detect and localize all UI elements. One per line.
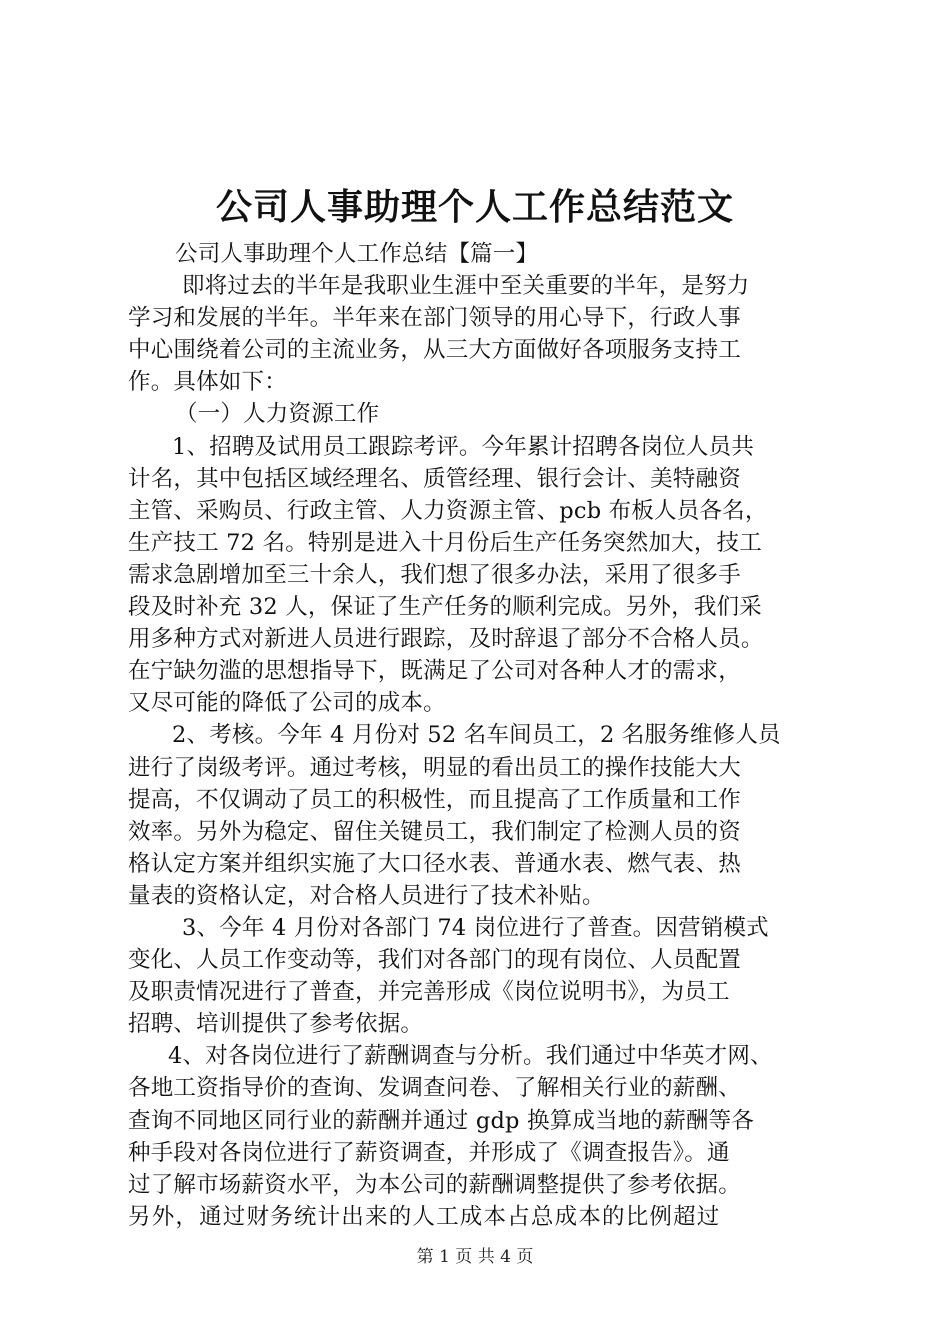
paragraph-line: 效率。另外为稳定、留住关键员工，我们制定了检测人员的资 bbox=[128, 818, 741, 845]
document-title: 公司人事助理个人工作总结范文 bbox=[215, 186, 734, 228]
paragraph-line: 用多种方式对新进人员进行跟踪，及时辞退了部分不合格人员。 bbox=[128, 626, 764, 653]
paragraph-line: 量表的资格认定，对合格人员进行了技术补贴。 bbox=[128, 882, 605, 909]
paragraph-line: 生产技工 72 名。特别是进入十月份后生产任务突然加大，技工 bbox=[128, 529, 762, 556]
paragraph-line: 及职责情况进行了普查，并完善形成《岗位说明书》，为员工 bbox=[128, 979, 730, 1006]
paragraph-line: 格认定方案并组织实施了大口径水表、普通水表、燃气表、热 bbox=[128, 850, 741, 877]
paragraph-line: 2、考核。今年 4 月份对 52 名车间员工，2 名服务维修人员 bbox=[172, 722, 781, 749]
section-heading: 公司人事助理个人工作总结【篇一】 bbox=[175, 241, 539, 267]
paragraph-line: 需求急剧增加至三十余人，我们想了很多办法，采用了很多手 bbox=[128, 561, 741, 588]
paragraph-line: 3、今年 4 月份对各部门 74 岗位进行了普查。因营销模式 bbox=[182, 914, 769, 941]
paragraph-line: 1、招聘及试用员工跟踪考评。今年累计招聘各岗位人员共 bbox=[172, 433, 755, 460]
paragraph-line: 查询不同地区同行业的薪酬并通过 gdp 换算成当地的薪酬等各 bbox=[128, 1107, 755, 1134]
paragraph-line: 计名，其中包括区域经理名、质管经理、银行会计、美特融资 bbox=[128, 465, 741, 492]
paragraph-line: 中心围绕着公司的主流业务，从三大方面做好各项服务支持工 bbox=[128, 337, 741, 364]
paragraph-line: 各地工资指导价的查询、发调查问卷、了解相关行业的薪酬、 bbox=[128, 1075, 741, 1102]
paragraph-line: 又尽可能的降低了公司的成本。 bbox=[128, 690, 446, 717]
paragraph-line: 进行了岗级考评。通过考核，明显的看出员工的操作技能大大 bbox=[128, 754, 741, 781]
paragraph-line: 4、对各岗位进行了薪酬调查与分析。我们通过中华英才网、 bbox=[168, 1043, 773, 1070]
paragraph-line: 种手段对各岗位进行了薪资调查，并形成了《调查报告》。通 bbox=[128, 1139, 730, 1166]
paragraph-line: 主管、采购员、行政主管、人力资源主管、pcb 布板人员各名， bbox=[128, 497, 768, 524]
paragraph-line: 即将过去的半年是我职业生涯中至关重要的半年，是努力 bbox=[182, 273, 750, 300]
page-number-footer: 第 1 页 共 4 页 bbox=[416, 1247, 534, 1267]
document-body bbox=[128, 238, 834, 1233]
paragraph-line: 变化、人员工作变动等，我们对各部门的现有岗位、人员配置 bbox=[128, 947, 741, 974]
paragraph-line: 另外，通过财务统计出来的人工成本占总成本的比例超过 bbox=[128, 1203, 721, 1230]
paragraph-line: 在宁缺勿滥的思想指导下，既满足了公司对各种人才的需求， bbox=[128, 658, 741, 685]
subsection-heading: （一）人力资源工作 bbox=[175, 401, 380, 428]
paragraph-line: 过了解市场薪资水平，为本公司的薪酬调整提供了参考依据。 bbox=[128, 1171, 741, 1198]
paragraph-line: 提高，不仅调动了员工的积极性，而且提高了工作质量和工作 bbox=[128, 786, 741, 813]
paragraph-line: 学习和发展的半年。半年来在部门领导的用心导下，行政人事 bbox=[128, 305, 741, 332]
paragraph-line: 作。具体如下： bbox=[128, 369, 287, 396]
paragraph-line: 招聘、培训提供了参考依据。 bbox=[128, 1011, 424, 1038]
paragraph-line: 段及时补充 32 人，保证了生产任务的顺利完成。另外，我们采 bbox=[128, 594, 762, 621]
